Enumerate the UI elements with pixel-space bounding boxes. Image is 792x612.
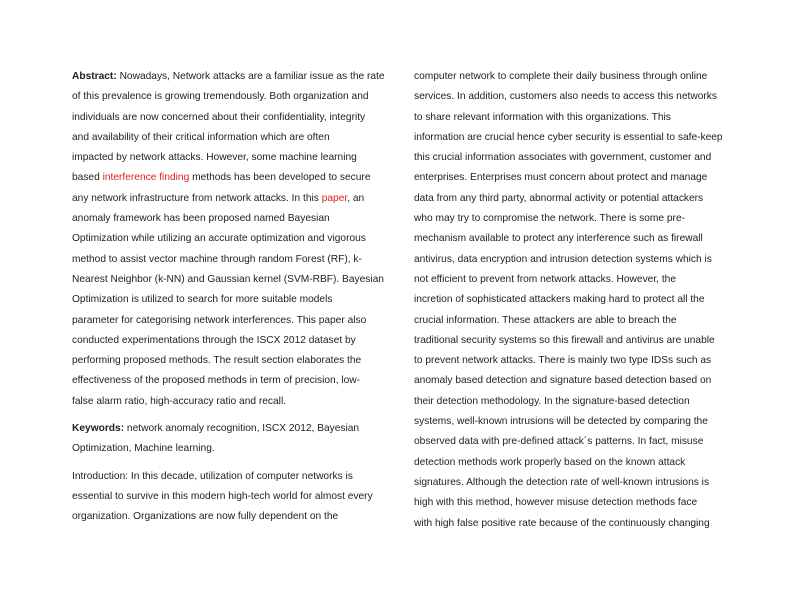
keywords-paragraph xyxy=(72,419,382,460)
body-line: detection methods work properly based on the known attack xyxy=(414,456,686,468)
abstract-line: and availability of their critical information which are often xyxy=(72,131,330,143)
body-line: information are crucial hence cyber security is essential to safe-keep xyxy=(414,131,723,143)
abstract-line: based interference finding methods has been developed to secure xyxy=(72,172,371,184)
body-line: signatures. Although the detection rate of well-known intrusions is xyxy=(414,476,710,488)
abstract-line: method to assist vector machine through random Forest (RF), k- xyxy=(72,253,362,265)
body-line: their detection methodology. In the signature-based detection xyxy=(414,395,690,407)
abstract-line: Abstract: Nowadays, Network attacks are a familiar issue as the rate xyxy=(72,71,385,82)
introduction-line: essential to survive in this modern high-tech world for almost every xyxy=(72,490,373,502)
body-line: mechanism available to protect any interference such as firewall xyxy=(414,233,703,245)
introduction-line: Introduction: In this decade, utilization of computer networks is xyxy=(72,470,353,482)
abstract-line: Nearest Neighbor (k-NN) and Gaussian kernel (SVM-RBF). Bayesian xyxy=(72,273,384,285)
body-line: high with this method, however misuse detection methods face xyxy=(414,497,698,509)
body-line: who may try to compromise the network. There is some pre- xyxy=(414,213,686,225)
right-column xyxy=(414,67,724,534)
keywords-line: Optimization, Machine learning. xyxy=(72,443,215,455)
abstract-line: any network infrastructure from network attacks. In this paper, an xyxy=(72,192,365,204)
keywords-label: Keywords: xyxy=(72,423,125,435)
keywords-line: Keywords: network anomaly recognition, ISCX 2012, Bayesian xyxy=(72,423,360,435)
body-line: data from any third party, abnormal activity or potential attackers xyxy=(414,192,704,204)
introduction-continued-paragraph xyxy=(414,67,724,534)
highlighted-term: paper xyxy=(321,192,348,204)
highlighted-term: interference finding xyxy=(102,172,190,184)
abstract-line: of this prevalence is growing tremendously. Both organization and xyxy=(72,91,369,103)
abstract-line: conducted experimentations through the ISCX 2012 dataset by xyxy=(72,334,356,346)
body-line: traditional security systems so this firewall and antivirus are unable xyxy=(414,334,715,346)
introduction-line: organization. Organizations are now fully dependent on the xyxy=(72,511,339,523)
abstract-paragraph xyxy=(72,67,385,412)
abstract-line: Optimization while utilizing an accurate optimization and vigorous xyxy=(72,233,366,245)
left-column xyxy=(72,67,385,528)
body-line: enterprises. Enterprises must concern about protect and manage xyxy=(414,172,708,184)
body-line: this crucial information associates with government, customer and xyxy=(414,152,712,164)
paragraph-gap xyxy=(72,412,382,419)
abstract-line: effectiveness of the proposed methods in term of precision, low- xyxy=(72,375,361,387)
abstract-line: impacted by network attacks. However, some machine learning xyxy=(72,152,357,164)
abstract-label: Abstract: xyxy=(72,71,117,82)
body-line: to prevent network attacks. There is mainly two type IDSs such as xyxy=(414,355,712,367)
body-line: incretion of sophisticated attackers making hard to protect all the xyxy=(414,294,705,306)
abstract-line: anomaly framework has been proposed named Bayesian xyxy=(72,213,330,225)
body-line: services. In addition, customers also needs to access this networks xyxy=(414,91,717,103)
body-line: computer network to complete their daily business through online xyxy=(414,71,708,82)
body-line: anomaly based detection and signature based detection based on xyxy=(414,375,712,387)
introduction-paragraph xyxy=(72,467,382,528)
body-line: systems, well-known intrusions will be detected by comparing the xyxy=(414,416,708,428)
paragraph-gap xyxy=(72,460,382,467)
body-line: with high false positive rate because of the continuously changing xyxy=(414,517,710,529)
abstract-line: false alarm ratio, high-accuracy ratio and recall. xyxy=(72,395,287,407)
abstract-line: parameter for categorising network interferences. This paper also xyxy=(72,314,367,326)
body-line: crucial information. These attackers are able to breach the xyxy=(414,314,677,326)
body-line: antivirus, data encryption and intrusion detection systems which is xyxy=(414,253,712,265)
abstract-line: individuals are now concerned about their confidentiality, integrity xyxy=(72,111,366,123)
abstract-line: performing proposed methods. The result section elaborates the xyxy=(72,355,362,367)
body-line: observed data with pre-defined attack´s patterns. In fact, misuse xyxy=(414,436,704,448)
abstract-line: Optimization is utilized to search for more suitable models xyxy=(72,294,333,306)
body-line: not efficient to prevent from network attacks. However, the xyxy=(414,273,676,285)
body-line: to share relevant information with this organizations. This xyxy=(414,111,671,123)
